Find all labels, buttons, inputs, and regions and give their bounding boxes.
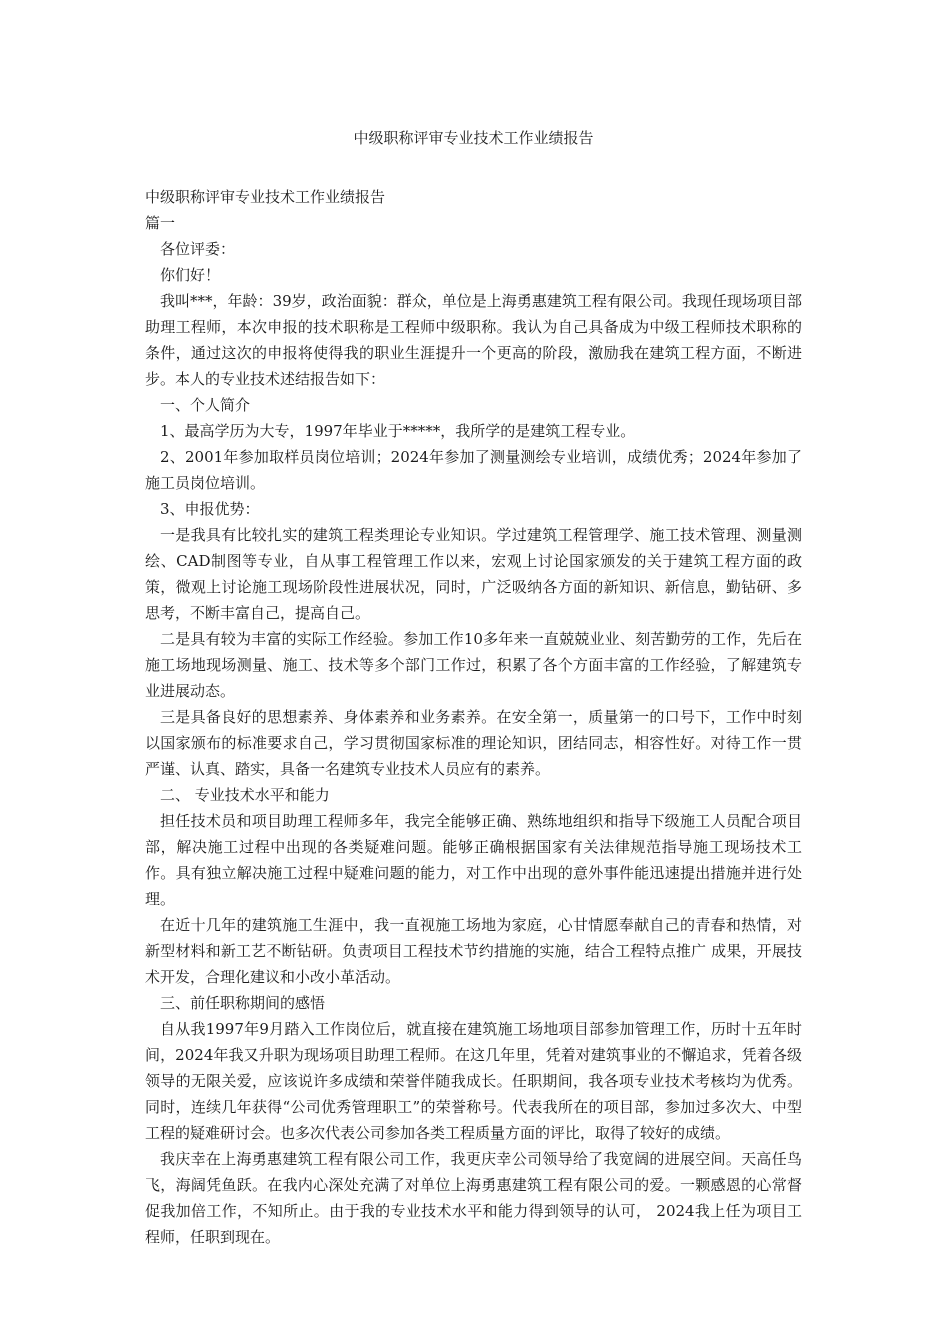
profile-item-training: 2、2001年参加取样员岗位培训；2024年参加了测量测绘专业培训，成绩优秀；2024年参加了施工员岗位培训。 — [145, 448, 802, 492]
advantage-paragraph-3: 三是具备良好的思想素养、身体素养和业务素养。在安全第一，质量第一的口号下，工作中时刻以国家颁布的标准要求自己，学习贯彻国家标准的理论知识，团结同志，相容性好。对待工作一贯严谨、认真、踏实，具备一名建筑专业技术人员应有的素养。 — [145, 708, 802, 778]
profile-item-advantages: 3、申报优势： — [160, 500, 260, 518]
section-heading-skills: 二、 专业技术水平和能力 — [160, 786, 330, 804]
document-subtitle: 中级职称评审专业技术工作业绩报告 — [145, 188, 386, 206]
section-heading-reflections: 三、前任职称期间的感悟 — [160, 994, 326, 1012]
skills-paragraph-1: 担任技术员和项目助理工程师多年，我完全能够正确、熟练地组织和指导下级施工人员配合项目部，解决施工过程中出现的各类疑难问题。能够正确根据国家有关法律规范指导施工现场技术工作。具有独立解决施工过程中疑难问题的能力，对工作中出现的意外事件能迅速提出措施并进行处理。 — [145, 812, 802, 908]
intro-paragraph: 我叫***，年龄：39岁，政治面貌：群众，单位是上海勇惠建筑工程有限公司。我现任现场项目部助理工程师，本次申报的技术职称是工程师中级职称。我认为自己具备成为中级工程师技术职称的条件，通过这次的申报将使得我的职业生涯提升一个更高的阶段，激励我在建筑工程方面，不断进步。本人的专业技术述结报告如下： — [145, 292, 802, 388]
reflections-paragraph-2: 我庆幸在上海勇惠建筑工程有限公司工作，我更庆幸公司领导给了我宽阔的进展空间。天高任鸟飞，海阔凭鱼跃。在我内心深处充满了对单位上海勇惠建筑工程有限公司的爱。一颗感恩的心常督促我加倍工作，不知所止。由于我的专业技术水平和能力得到领导的认可， 2024我上任为项目工程师，任职到现在。 — [145, 1150, 802, 1246]
advantage-paragraph-1: 一是我具有比较扎实的建筑工程类理论专业知识。学过建筑工程管理学、施工技术管理、测量测绘、CAD制图等专业，自从事工程管理工作以来，宏观上讨论国家颁发的关于建筑工程方面的政策，微观上讨论施工现场阶段性进展状况，同时，广泛吸纳各方面的新知识、新信息，勤钻研、多思考，不断丰富自己，提高自己。 — [145, 526, 802, 622]
skills-paragraph-2: 在近十几年的建筑施工生涯中，我一直视施工场地为家庭，心甘情愿奉献自己的青春和热情，对新型材料和新工艺不断钻研。负责项目工程技术节约措施的实施，结合工程特点推广 成果，开展技术开发，合理化建议和小改小革活动。 — [145, 916, 802, 986]
chapter-label: 篇一 — [145, 214, 176, 232]
salutation: 各位评委： — [160, 240, 236, 258]
advantage-paragraph-2: 二是具有较为丰富的实际工作经验。参加工作10多年来一直兢兢业业、刻苦勤劳的工作，先后在施工场地现场测量、施工、技术等多个部门工作过，积累了各个方面丰富的工作经验，了解建筑专业进展动态。 — [145, 630, 802, 700]
profile-item-education: 1、最高学历为大专，1997年毕业于*****，我所学的是建筑工程专业。 — [160, 422, 636, 440]
reflections-paragraph-1: 自从我1997年9月踏入工作岗位后，就直接在建筑施工场地项目部参加管理工作，历时十五年时间，2024年我又升职为现场项目助理工程师。在这几年里，凭着对建筑事业的不懈追求，凭着各级领导的无限关爱，应该说许多成绩和荣誉伴随我成长。任职期间，我各项专业技术考核均为优秀。同时，连续几年获得“公司优秀管理职工”的荣誉称号。代表我所在的项目部，参加过多次大、中型工程的疑难研讨会。也多次代表公司参加各类工程质量方面的评比，取得了较好的成绩。 — [145, 1020, 802, 1142]
document-title: 中级职称评审专业技术工作业绩报告 — [353, 129, 594, 147]
section-heading-profile: 一、个人简介 — [160, 396, 251, 414]
greeting: 你们好！ — [160, 266, 221, 284]
